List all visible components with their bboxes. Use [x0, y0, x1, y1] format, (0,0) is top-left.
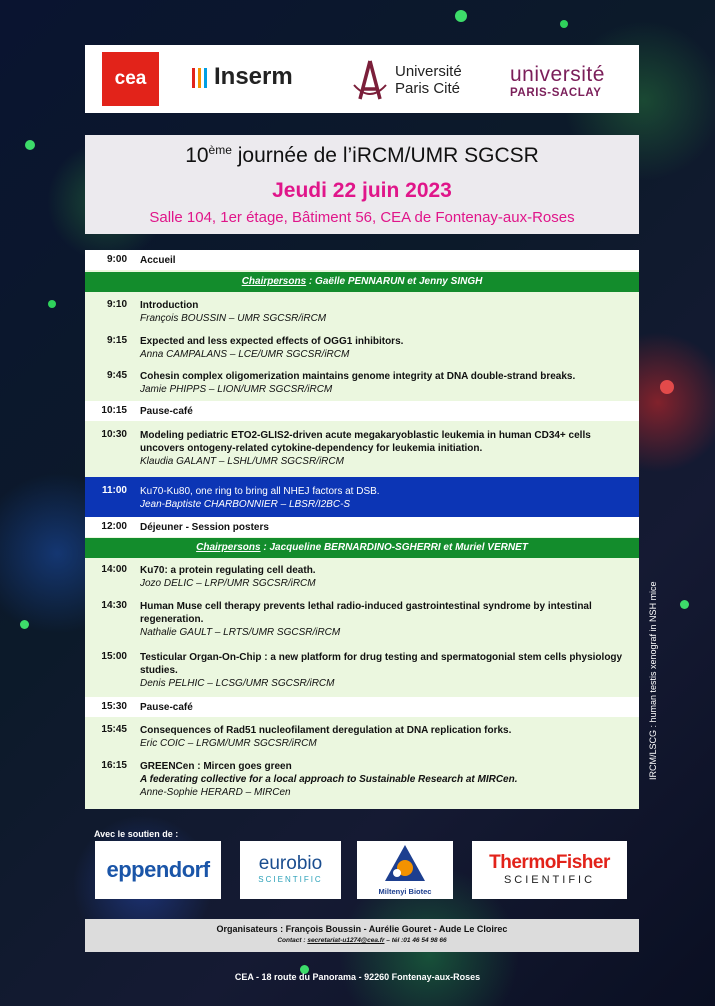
- bg-cell: [48, 300, 56, 308]
- contact-email-link[interactable]: secretariat-u1274@cea.fr: [307, 937, 385, 944]
- footer-address: CEA - 18 route du Panorama - 92260 Fontenay-aux-Roses: [234, 972, 481, 982]
- bg-cell: [660, 380, 674, 394]
- row-time: 10:15: [101, 405, 127, 416]
- thermo-line2: SCIENTIFIC: [503, 874, 596, 886]
- row-time: 9:10: [106, 299, 127, 310]
- row-title: Ku70: a protein regulating cell death.: [140, 565, 316, 576]
- row-time: 14:00: [101, 564, 127, 575]
- programme: [85, 250, 639, 809]
- contact-phone: – tél :01 46 54 98 66: [384, 937, 447, 944]
- title-number: 10: [185, 144, 209, 167]
- bg-cell: [25, 140, 35, 150]
- organisers-box: [85, 919, 639, 952]
- program-row: [85, 724, 639, 754]
- row-title: Modeling pediatric ETO2-GLIS2-driven acute megakaryoblastic leukemia in human CD34+ cells uncovers ontogeny-related cytokine-dependency for leukemia initiation.: [140, 430, 591, 454]
- row-time: 15:30: [101, 701, 127, 712]
- eurobio-logo: [240, 841, 341, 899]
- row-title: Consequences of Rad51 nucleofilament deregulation at DNA replication forks.: [140, 725, 512, 736]
- bg-cell: [560, 20, 568, 28]
- row-speaker: Anna CAMPALANS – LCE/UMR SGCSR/iRCM: [140, 349, 350, 360]
- program-row: [85, 760, 639, 804]
- chairpersons-bar: [85, 538, 639, 558]
- thermofisher-logo: [472, 841, 627, 899]
- eurobio-line1: eurobio: [258, 853, 323, 874]
- eppendorf-logo: eppendorf: [95, 841, 221, 899]
- bg-cell: [20, 620, 29, 629]
- row-title: Expected and less expected effects of OGG1 inhibitors.: [140, 336, 404, 347]
- program-row: [85, 651, 639, 695]
- row-title: Human Muse cell therapy prevents lethal radio-induced gastrointestinal syndrome by intestinal regeneration.: [140, 601, 592, 625]
- logos-bar: [85, 45, 639, 113]
- chair-sep: :: [260, 542, 270, 553]
- bg-cell: [680, 600, 689, 609]
- row-speaker: Klaudia GALANT – LSHL/UMR SGCSR/iRCM: [140, 456, 344, 467]
- image-credit: IRCM/LSCG : human testis xenograf in NSH mice: [648, 581, 658, 780]
- title-superscript: ème: [208, 143, 232, 157]
- row-title: Accueil: [140, 255, 176, 266]
- contact-line: [85, 937, 639, 944]
- event-location: Salle 104, 1er étage, Bâtiment 56, CEA de Fontenay-aux-Roses: [149, 209, 575, 226]
- event-date: Jeudi 22 juin 2023: [272, 179, 452, 202]
- row-speaker: François BOUSSIN – UMR SGCSR/iRCM: [140, 313, 327, 324]
- inserm-bars-icon: [192, 68, 208, 88]
- cea-logo: cea: [102, 52, 159, 106]
- miltenyi-emblem-icon: [383, 843, 427, 883]
- row-subtitle: A federating collective for a local approach to Sustainable Research at MIRCen.: [140, 774, 518, 785]
- chair-label: Chairpersons: [196, 542, 261, 553]
- inserm-logo: [192, 63, 293, 91]
- chair-names: Jacqueline BERNARDINO-SGHERRI et Muriel VERNET: [269, 542, 528, 553]
- program-row: [85, 564, 639, 594]
- ups-line1: université: [510, 63, 605, 86]
- thermo-line1: ThermoFisher: [489, 852, 610, 873]
- chairpersons-bar: [85, 272, 639, 292]
- row-time: 14:30: [101, 600, 127, 611]
- sponsors-label: Avec le soutien de :: [94, 829, 179, 839]
- row-title: Pause-café: [140, 406, 193, 417]
- event-header: [85, 135, 639, 234]
- chair-sep: :: [306, 276, 316, 287]
- row-title: Ku70-Ku80, one ring to bring all NHEJ factors at DSB.: [140, 486, 380, 497]
- row-time: 9:45: [106, 370, 127, 381]
- row-title: Pause-café: [140, 702, 193, 713]
- chair-names: Gaëlle PENNARUN et Jenny SINGH: [315, 276, 483, 287]
- row-time: 12:00: [101, 521, 127, 532]
- contact-label: Contact :: [277, 937, 308, 944]
- program-row: [85, 697, 639, 717]
- inserm-logo-text: Inserm: [214, 63, 293, 90]
- row-speaker: Jean-Baptiste CHARBONNIER – LBSR/I2BC-S: [140, 499, 351, 510]
- row-speaker: Denis PELHIC – LCSG/UMR SGCSR/iRCM: [140, 678, 335, 689]
- row-title: Introduction: [140, 300, 199, 311]
- bg-cell: [455, 10, 467, 22]
- row-time: 11:00: [101, 485, 127, 496]
- upc-logo: [395, 63, 462, 97]
- program-row: [85, 250, 639, 270]
- row-time: 10:30: [101, 429, 127, 440]
- ups-line2: PARIS-SACLAY: [510, 87, 602, 99]
- event-title: [85, 143, 639, 168]
- row-time: 9:15: [106, 335, 127, 346]
- upc-line2: Paris Cité: [395, 80, 461, 97]
- chair-label: Chairpersons: [241, 276, 307, 287]
- row-title: Testicular Organ-On-Chip : a new platform for drug testing and spermatogonial stem cells physiology studies.: [140, 652, 623, 676]
- program-row: [85, 335, 639, 365]
- program-row: [85, 429, 639, 473]
- paris-saclay-logo: [510, 63, 605, 99]
- row-speaker: Eric COIC – LRGM/UMR SGCSR/iRCM: [140, 738, 317, 749]
- row-title: Déjeuner - Session posters: [140, 522, 269, 533]
- title-text: journée de l’iRCM/UMR SGCSR: [237, 144, 539, 167]
- upc-line1: Université: [395, 63, 462, 80]
- row-time: 9:00: [106, 254, 127, 265]
- row-time: 15:00: [101, 651, 127, 662]
- upc-emblem-icon: [350, 59, 390, 106]
- row-time: 15:45: [101, 724, 127, 735]
- program-row: [85, 370, 639, 400]
- row-title: GREENCen : Mircen goes green: [140, 761, 292, 772]
- program-row: [85, 600, 639, 644]
- program-row: [85, 517, 639, 537]
- eurobio-line2: SCIENTIFIC: [258, 875, 323, 884]
- miltenyi-logo: [357, 841, 453, 899]
- row-title: Cohesin complex oligomerization maintains genome integrity at DNA double-strand breaks.: [140, 371, 576, 382]
- program-row: [85, 401, 639, 421]
- program-row: [85, 299, 639, 329]
- row-speaker: Anne-Sophie HERARD – MIRCen: [140, 787, 291, 798]
- miltenyi-text: Miltenyi Biotec: [378, 887, 432, 896]
- row-speaker: Nathalie GAULT – LRTS/UMR SGCSR/iRCM: [140, 627, 341, 638]
- row-speaker: Jamie PHIPPS – LION/UMR SGCSR/iRCM: [140, 384, 333, 395]
- program-row-highlight: [85, 477, 639, 517]
- organisers-line: Organisateurs : François Boussin - Aurélie Gouret - Aude Le Cloirec: [216, 924, 508, 934]
- row-speaker: Jozo DELIC – LRP/UMR SGCSR/iRCM: [140, 578, 316, 589]
- row-time: 16:15: [101, 760, 127, 771]
